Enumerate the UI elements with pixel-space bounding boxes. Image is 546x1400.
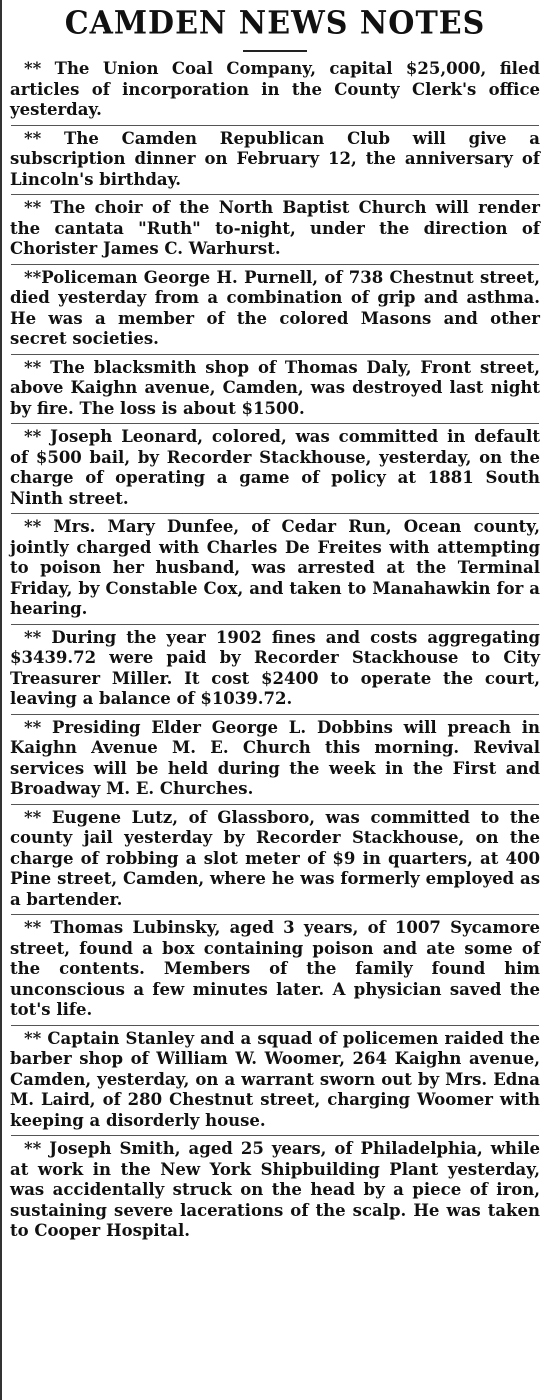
news-item bbox=[10, 56, 540, 125]
news-item bbox=[10, 805, 540, 915]
news-item-text: ** During the year 1902 fines and costs aggregating $3439.72 were paid by Recorder Stackhouse to City Treasurer Miller. It cost $2400 to operate the court, leaving a balance of $1039.72. bbox=[10, 627, 540, 708]
news-item-text: ** Thomas Lubinsky, aged 3 years, of 1007 Sycamore street, found a box containing poison and ate some of the contents. Members of the family found him unconscious a few minutes later. A physician saved the tot's life. bbox=[10, 918, 540, 1019]
headline-rule bbox=[243, 50, 307, 52]
news-item-text: **Policeman George H. Purnell, of 738 Chestnut street, died yesterday from a combination of grip and asthma. He was a member of the colored Masons and other secret societies. bbox=[10, 267, 540, 348]
news-item bbox=[10, 126, 540, 195]
news-item bbox=[10, 424, 540, 513]
news-item bbox=[10, 1026, 540, 1136]
news-item-text: ** The choir of the North Baptist Church will render the cantata "Ruth" to-night, under the direction of Chorister James C. Warhurst. bbox=[10, 198, 540, 258]
news-item bbox=[10, 355, 540, 424]
news-item-text: ** Captain Stanley and a squad of policemen raided the barber shop of William W. Woomer, 264 Kaighn avenue, Camden, yesterday, on a warrant sworn out by Mrs. Edna M. Laird, of 280 Chestnut street, charging Woomer with keeping a disorderly house. bbox=[10, 1028, 540, 1130]
news-item bbox=[10, 915, 540, 1025]
news-item-text: ** Presiding Elder George L. Dobbins will preach in Kaighn Avenue M. E. Church this morning. Revival services will be held during the week in the First and Broadway M. E. Churches. bbox=[10, 717, 540, 798]
news-item-text: ** The blacksmith shop of Thomas Daly, Front street, above Kaighn avenue, Camden, was destroyed last night by fire. The loss is about $1500. bbox=[10, 357, 540, 418]
news-item-text: ** The Camden Republican Club will give a subscription dinner on February 12, the anniversary of Lincoln's birthday. bbox=[10, 128, 540, 189]
news-item bbox=[10, 265, 540, 354]
news-item bbox=[10, 1136, 540, 1246]
news-item bbox=[10, 514, 540, 624]
news-item-text: ** Joseph Leonard, colored, was committed in default of $500 bail, by Recorder Stackhouse, yesterday, on the charge of operating a game of policy at 1881 South Ninth street. bbox=[10, 427, 540, 508]
news-item-text: ** Mrs. Mary Dunfee, of Cedar Run, Ocean county, jointly charged with Charles De Freites with attempting to poison her husband, was arrested at the Terminal Friday, by Constable Cox, and taken to Manahawkin for a hearing. bbox=[10, 517, 540, 618]
news-item bbox=[10, 715, 540, 804]
news-item-text: ** The Union Coal Company, capital $25,000, filed articles of incorporation in the County Clerk's office yesterday. bbox=[10, 59, 540, 119]
news-item-text: ** Eugene Lutz, of Glassboro, was committed to the county jail yesterday by Recorder Stackhouse, on the charge of robbing a slot meter of $9 in quarters, at 400 Pine street, Camden, where he was formerly employed as a bartender. bbox=[10, 807, 540, 909]
news-item bbox=[10, 625, 540, 714]
news-item-text: ** Joseph Smith, aged 25 years, of Philadelphia, while at work in the New York Shipbuilding Plant yesterday, was accidentally struck on the head by a piece of iron, sustaining severe lacerations of the scalp. He was taken to Cooper Hospital. bbox=[10, 1139, 540, 1240]
headline: CAMDEN NEWS NOTES bbox=[64, 5, 486, 42]
news-item bbox=[10, 195, 540, 264]
